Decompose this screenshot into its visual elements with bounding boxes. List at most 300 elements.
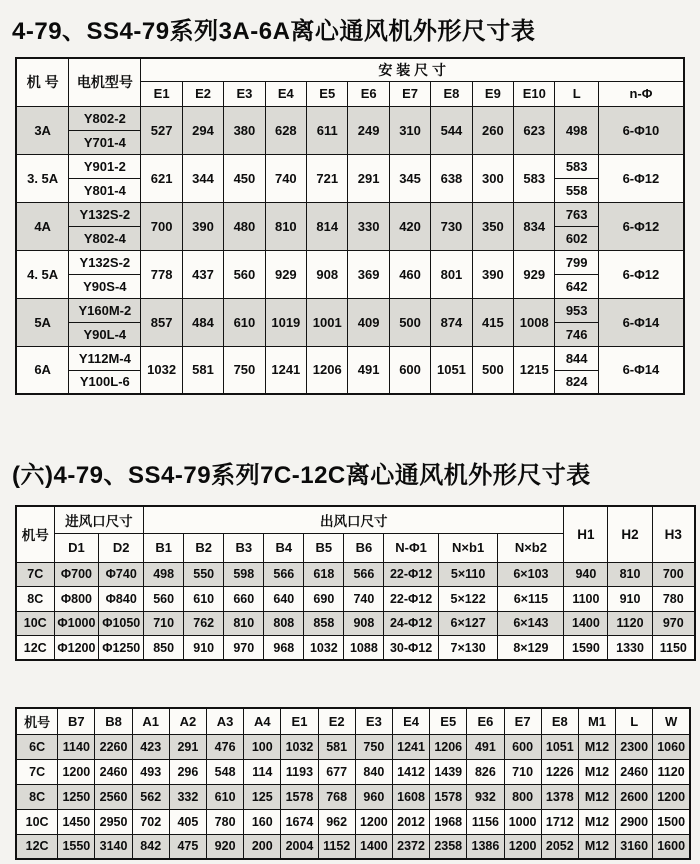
dimension-value: 24-Φ12 xyxy=(384,611,438,636)
dimension-value: 660 xyxy=(224,587,264,612)
dimension-value: 1712 xyxy=(541,809,578,834)
dimension-value: 350 xyxy=(472,202,513,250)
table1-group-row xyxy=(16,106,684,130)
dimension-value: 1400 xyxy=(564,611,608,636)
machine-number: 6C xyxy=(16,734,58,759)
dimension-value: 1120 xyxy=(608,611,652,636)
table3-col-header: B8 xyxy=(95,708,132,734)
dimension-value: 638 xyxy=(431,154,472,202)
dimension-value: 857 xyxy=(141,298,182,346)
dimension-value: 6×127 xyxy=(438,611,498,636)
dimension-value: 480 xyxy=(224,202,265,250)
dimension-value: 1140 xyxy=(58,734,95,759)
dimension-value: 1008 xyxy=(514,298,555,346)
dimension-value: 1608 xyxy=(392,784,429,809)
table3-col-header: A2 xyxy=(169,708,206,734)
motor-model: Y90S-4 xyxy=(69,274,141,298)
dimension-value: 8×129 xyxy=(498,636,564,661)
dimension-value: 437 xyxy=(182,250,223,298)
table2-header-inlet: 进风口尺寸 xyxy=(54,506,144,533)
dimension-L: 763 xyxy=(555,202,598,226)
motor-model: Y801-4 xyxy=(69,178,141,202)
dimension-value: 834 xyxy=(514,202,555,250)
dimension-value: 294 xyxy=(182,106,223,154)
dimension-value: 6×103 xyxy=(498,562,564,587)
dimension-value: 2358 xyxy=(430,834,467,859)
machine-number: 6A xyxy=(16,346,69,394)
table3-header-row xyxy=(16,708,690,734)
table2-col-header: B1 xyxy=(144,533,184,562)
dimension-value: 2460 xyxy=(616,759,653,784)
table1-col-header: E1 xyxy=(141,81,182,106)
dimension-value: 960 xyxy=(355,784,392,809)
dimension-value: 100 xyxy=(244,734,281,759)
dimension-value: 700 xyxy=(652,562,695,587)
dimension-value: 1001 xyxy=(307,298,348,346)
table3-row xyxy=(16,734,690,759)
table2-header-outlet: 出风口尺寸 xyxy=(144,506,564,533)
table3-col-header: E1 xyxy=(281,708,318,734)
table1-col-header: E5 xyxy=(307,81,348,106)
machine-number: 12C xyxy=(16,834,58,859)
dimension-value: 628 xyxy=(265,106,306,154)
dimension-value: 1200 xyxy=(653,784,690,809)
dimension-value: 125 xyxy=(244,784,281,809)
dimension-value: 332 xyxy=(169,784,206,809)
dimension-value: 2900 xyxy=(616,809,653,834)
dimension-value: 908 xyxy=(344,611,384,636)
dimension-value: 405 xyxy=(169,809,206,834)
dimension-value: Φ1050 xyxy=(99,611,144,636)
dimension-n-phi: 6-Φ12 xyxy=(598,154,684,202)
dimension-value: 2460 xyxy=(95,759,132,784)
dimension-value: 1600 xyxy=(653,834,690,859)
dimension-value: 810 xyxy=(608,562,652,587)
table2-col-header: B6 xyxy=(344,533,384,562)
dimension-value: 581 xyxy=(182,346,223,394)
dimension-value: 6×115 xyxy=(498,587,564,612)
dimension-value: 1206 xyxy=(307,346,348,394)
machine-number: 10C xyxy=(16,611,54,636)
dimension-value: 527 xyxy=(141,106,182,154)
dimension-value: 2052 xyxy=(541,834,578,859)
table1-group-row xyxy=(16,250,684,274)
dimension-value: 778 xyxy=(141,250,182,298)
dimension-value: 583 xyxy=(514,154,555,202)
table3-col-header: W xyxy=(653,708,690,734)
dimension-value: 566 xyxy=(264,562,304,587)
dimension-value: 874 xyxy=(431,298,472,346)
dimension-L: 558 xyxy=(555,178,598,202)
dimension-value: 291 xyxy=(348,154,389,202)
dimension-value: 970 xyxy=(652,611,695,636)
dimension-value: 1241 xyxy=(392,734,429,759)
motor-model: Y802-4 xyxy=(69,226,141,250)
dimension-n-phi: 6-Φ14 xyxy=(598,346,684,394)
dimension-value: 600 xyxy=(389,346,430,394)
dimension-value: 762 xyxy=(184,611,224,636)
motor-model: Y160M-2 xyxy=(69,298,141,322)
dimension-value: 1156 xyxy=(467,809,504,834)
dimension-value: 345 xyxy=(389,154,430,202)
dimension-value: 2004 xyxy=(281,834,318,859)
dimension-value: Φ840 xyxy=(99,587,144,612)
dimension-L: 642 xyxy=(555,274,598,298)
table2-col-header: H2 xyxy=(608,506,652,562)
table2-col-header: N×b1 xyxy=(438,533,498,562)
dimension-value: 498 xyxy=(144,562,184,587)
table1-group-row xyxy=(16,298,684,322)
dimension-value: 970 xyxy=(224,636,264,661)
dimension-value: 1206 xyxy=(430,734,467,759)
table3-row xyxy=(16,809,690,834)
dimension-value: 1100 xyxy=(564,587,608,612)
table2-col-header: N×b2 xyxy=(498,533,564,562)
dimension-value: 500 xyxy=(472,346,513,394)
dimension-value: 2372 xyxy=(392,834,429,859)
table2-row xyxy=(16,636,695,661)
dimension-value: 344 xyxy=(182,154,223,202)
table1-col-header: E2 xyxy=(182,81,223,106)
table2-col-header: N-Φ1 xyxy=(384,533,438,562)
dimension-L: 602 xyxy=(555,226,598,250)
dimension-value: 5×122 xyxy=(438,587,498,612)
dimension-value: Φ1200 xyxy=(54,636,99,661)
dimension-value: 940 xyxy=(564,562,608,587)
dimension-n-phi: 6-Φ12 xyxy=(598,202,684,250)
dimension-value: 1412 xyxy=(392,759,429,784)
machine-number: 8C xyxy=(16,587,54,612)
table1-col-header: E10 xyxy=(514,81,555,106)
table3-col-header: E4 xyxy=(392,708,429,734)
table1-col-header: E7 xyxy=(389,81,430,106)
dimension-value: 1000 xyxy=(504,809,541,834)
motor-model: Y100L-6 xyxy=(69,370,141,394)
dimension-L: 953 xyxy=(555,298,598,322)
dimension-value: 740 xyxy=(344,587,384,612)
dimension-value: 1032 xyxy=(304,636,344,661)
table1-header-motor: 电机型号 xyxy=(69,58,141,106)
table1-group-row xyxy=(16,202,684,226)
dimension-value: M12 xyxy=(578,759,615,784)
table2-col-header: B4 xyxy=(264,533,304,562)
dimension-L: 799 xyxy=(555,250,598,274)
dimension-value: 920 xyxy=(207,834,244,859)
dimension-value: 2600 xyxy=(616,784,653,809)
dimension-value: 1193 xyxy=(281,759,318,784)
dimension-value: 929 xyxy=(265,250,306,298)
table1-group-row xyxy=(16,154,684,178)
dimension-value: 1019 xyxy=(265,298,306,346)
dimension-value: 423 xyxy=(132,734,169,759)
machine-number: 7C xyxy=(16,562,54,587)
table1-dimensions-3a-6a xyxy=(15,57,685,395)
dimension-value: 1578 xyxy=(281,784,318,809)
table1-title: 4-79、SS4-79系列3A-6A离心通风机外形尺寸表 xyxy=(12,18,536,45)
table2-row xyxy=(16,587,695,612)
dimension-value: 1500 xyxy=(653,809,690,834)
table3-col-header: A3 xyxy=(207,708,244,734)
dimension-value: 1226 xyxy=(541,759,578,784)
dimension-value: 623 xyxy=(514,106,555,154)
dimension-value: 390 xyxy=(472,250,513,298)
dimension-value: 3160 xyxy=(616,834,653,859)
dimension-value: 710 xyxy=(144,611,184,636)
dimension-value: 560 xyxy=(224,250,265,298)
dimension-value: 910 xyxy=(184,636,224,661)
table2-col-header: H3 xyxy=(652,506,695,562)
dimension-value: 801 xyxy=(431,250,472,298)
table2-row xyxy=(16,562,695,587)
dimension-value: 640 xyxy=(264,587,304,612)
table1-col-header: n-Φ xyxy=(598,81,684,106)
dimension-value: 929 xyxy=(514,250,555,298)
table2-header-machine: 机号 xyxy=(16,506,54,562)
machine-number: 4A xyxy=(16,202,69,250)
dimension-value: 621 xyxy=(141,154,182,202)
dimension-value: 1150 xyxy=(652,636,695,661)
dimension-value: 850 xyxy=(144,636,184,661)
table1-col-header: L xyxy=(555,81,598,106)
motor-model: Y802-2 xyxy=(69,106,141,130)
dimension-value: 1051 xyxy=(541,734,578,759)
dimension-value: 476 xyxy=(207,734,244,759)
dimension-value: 460 xyxy=(389,250,430,298)
machine-number: 12C xyxy=(16,636,54,661)
dimension-value: 730 xyxy=(431,202,472,250)
dimension-value: 910 xyxy=(608,587,652,612)
table2-col-header: B5 xyxy=(304,533,344,562)
dimension-value: 2560 xyxy=(95,784,132,809)
dimension-value: 721 xyxy=(307,154,348,202)
dimension-value: 598 xyxy=(224,562,264,587)
dimension-value: 600 xyxy=(504,734,541,759)
dimension-value: Φ1000 xyxy=(54,611,99,636)
dimension-value: 808 xyxy=(264,611,304,636)
dimension-value: 200 xyxy=(244,834,281,859)
table2-header-row-1 xyxy=(16,506,695,533)
dimension-n-phi: 6-Φ12 xyxy=(598,250,684,298)
table2-title: (六)4-79、SS4-79系列7C-12C离心通风机外形尺寸表 xyxy=(12,462,591,489)
dimension-value: 840 xyxy=(355,759,392,784)
dimension-value: 450 xyxy=(224,154,265,202)
dimension-value: 1378 xyxy=(541,784,578,809)
table3-col-header: M1 xyxy=(578,708,615,734)
dimension-value: 962 xyxy=(318,809,355,834)
dimension-L: 498 xyxy=(555,106,598,154)
dimension-value: 710 xyxy=(504,759,541,784)
dimension-value: 780 xyxy=(652,587,695,612)
dimension-value: M12 xyxy=(578,734,615,759)
motor-model: Y701-4 xyxy=(69,130,141,154)
table1-header-row-1 xyxy=(16,58,684,81)
machine-number: 5A xyxy=(16,298,69,346)
dimension-value: 1241 xyxy=(265,346,306,394)
dimension-value: 22-Φ12 xyxy=(384,562,438,587)
table3-row xyxy=(16,784,690,809)
dimension-value: 702 xyxy=(132,809,169,834)
machine-number: 3. 5A xyxy=(16,154,69,202)
motor-model: Y132S-2 xyxy=(69,250,141,274)
dimension-value: 1590 xyxy=(564,636,608,661)
dimension-value: 1051 xyxy=(431,346,472,394)
dimension-value: 550 xyxy=(184,562,224,587)
dimension-value: M12 xyxy=(578,784,615,809)
table2-col-header: B2 xyxy=(184,533,224,562)
dimension-value: 1215 xyxy=(514,346,555,394)
table3-col-header: 机号 xyxy=(16,708,58,734)
dimension-value: 800 xyxy=(504,784,541,809)
dimension-value: 544 xyxy=(431,106,472,154)
dimension-value: 409 xyxy=(348,298,389,346)
dimension-value: 1550 xyxy=(58,834,95,859)
dimension-value: 2300 xyxy=(616,734,653,759)
dimension-value: 618 xyxy=(304,562,344,587)
dimension-L: 583 xyxy=(555,154,598,178)
table3-col-header: E3 xyxy=(355,708,392,734)
dimension-L: 746 xyxy=(555,322,598,346)
dimension-value: 415 xyxy=(472,298,513,346)
dimension-value: 390 xyxy=(182,202,223,250)
dimension-value: 566 xyxy=(344,562,384,587)
dimension-value: 420 xyxy=(389,202,430,250)
dimension-value: 780 xyxy=(207,809,244,834)
table3-dimensions-6c-12c xyxy=(15,707,691,860)
dimension-value: 1578 xyxy=(430,784,467,809)
dimension-value: 310 xyxy=(389,106,430,154)
dimension-value: 932 xyxy=(467,784,504,809)
dimension-value: 768 xyxy=(318,784,355,809)
table3-col-header: E8 xyxy=(541,708,578,734)
table3-col-header: E5 xyxy=(430,708,467,734)
dimension-value: 6×143 xyxy=(498,611,564,636)
table2-col-header: H1 xyxy=(564,506,608,562)
dimension-value: 1120 xyxy=(653,759,690,784)
table3-row xyxy=(16,759,690,784)
table1-col-header: E8 xyxy=(431,81,472,106)
dimension-value: 7×130 xyxy=(438,636,498,661)
table2-col-header: D2 xyxy=(99,533,144,562)
dimension-value: 369 xyxy=(348,250,389,298)
table3-row xyxy=(16,834,690,859)
dimension-value: 690 xyxy=(304,587,344,612)
dimension-value: 330 xyxy=(348,202,389,250)
dimension-value: 260 xyxy=(472,106,513,154)
dimension-value: 500 xyxy=(389,298,430,346)
table3-col-header: A4 xyxy=(244,708,281,734)
dimension-value: 475 xyxy=(169,834,206,859)
dimension-value: 30-Φ12 xyxy=(384,636,438,661)
dimension-n-phi: 6-Φ10 xyxy=(598,106,684,154)
dimension-value: M12 xyxy=(578,809,615,834)
dimension-value: 1200 xyxy=(58,759,95,784)
dimension-value: 1400 xyxy=(355,834,392,859)
dimension-value: 291 xyxy=(169,734,206,759)
table3-col-header: L xyxy=(616,708,653,734)
dimension-value: 581 xyxy=(318,734,355,759)
dimension-value: 296 xyxy=(169,759,206,784)
motor-model: Y112M-4 xyxy=(69,346,141,370)
motor-model: Y901-2 xyxy=(69,154,141,178)
dimension-value: 1200 xyxy=(504,834,541,859)
dimension-value: 1386 xyxy=(467,834,504,859)
table1-col-header: E3 xyxy=(224,81,265,106)
table3-col-header: E2 xyxy=(318,708,355,734)
dimension-value: 1032 xyxy=(141,346,182,394)
dimension-value: 810 xyxy=(265,202,306,250)
dimension-value: Φ740 xyxy=(99,562,144,587)
dimension-value: 1450 xyxy=(58,809,95,834)
dimension-L: 824 xyxy=(555,370,598,394)
motor-model: Y90L-4 xyxy=(69,322,141,346)
machine-number: 3A xyxy=(16,106,69,154)
dimension-value: M12 xyxy=(578,834,615,859)
dimension-value: 548 xyxy=(207,759,244,784)
dimension-value: 1032 xyxy=(281,734,318,759)
dimension-value: 611 xyxy=(307,106,348,154)
dimension-value: 740 xyxy=(265,154,306,202)
dimension-value: 3140 xyxy=(95,834,132,859)
dimension-value: 677 xyxy=(318,759,355,784)
motor-model: Y132S-2 xyxy=(69,202,141,226)
table3-col-header: B7 xyxy=(58,708,95,734)
dimension-value: 2012 xyxy=(392,809,429,834)
table1-col-header: E6 xyxy=(348,81,389,106)
dimension-value: 22-Φ12 xyxy=(384,587,438,612)
dimension-value: 491 xyxy=(467,734,504,759)
dimension-value: 750 xyxy=(224,346,265,394)
table3-col-header: E6 xyxy=(467,708,504,734)
table3-col-header: A1 xyxy=(132,708,169,734)
table2-col-header: D1 xyxy=(54,533,99,562)
dimension-value: 814 xyxy=(307,202,348,250)
dimension-value: Φ1250 xyxy=(99,636,144,661)
table1-col-header: E4 xyxy=(265,81,306,106)
dimension-value: 249 xyxy=(348,106,389,154)
dimension-value: 2260 xyxy=(95,734,132,759)
dimension-value: 750 xyxy=(355,734,392,759)
table1-col-header: E9 xyxy=(472,81,513,106)
dimension-value: 562 xyxy=(132,784,169,809)
dimension-value: Φ800 xyxy=(54,587,99,612)
dimension-value: 610 xyxy=(184,587,224,612)
dimension-value: 1439 xyxy=(430,759,467,784)
dimension-value: 700 xyxy=(141,202,182,250)
machine-number: 10C xyxy=(16,809,58,834)
dimension-value: 484 xyxy=(182,298,223,346)
dimension-n-phi: 6-Φ14 xyxy=(598,298,684,346)
dimension-value: 560 xyxy=(144,587,184,612)
dimension-value: 1088 xyxy=(344,636,384,661)
table2-dimensions-7c-12c xyxy=(15,505,696,661)
dimension-value: 610 xyxy=(207,784,244,809)
dimension-value: 1250 xyxy=(58,784,95,809)
dimension-value: 858 xyxy=(304,611,344,636)
dimension-value: 114 xyxy=(244,759,281,784)
dimension-value: 1968 xyxy=(430,809,467,834)
dimension-value: 826 xyxy=(467,759,504,784)
dimension-value: 2950 xyxy=(95,809,132,834)
dimension-value: 968 xyxy=(264,636,304,661)
dimension-L: 844 xyxy=(555,346,598,370)
dimension-value: 5×110 xyxy=(438,562,498,587)
table2-col-header: B3 xyxy=(224,533,264,562)
dimension-value: 1152 xyxy=(318,834,355,859)
machine-number: 8C xyxy=(16,784,58,809)
table1-header-install-dims: 安 装 尺 寸 xyxy=(141,58,684,81)
dimension-value: 491 xyxy=(348,346,389,394)
dimension-value: 810 xyxy=(224,611,264,636)
